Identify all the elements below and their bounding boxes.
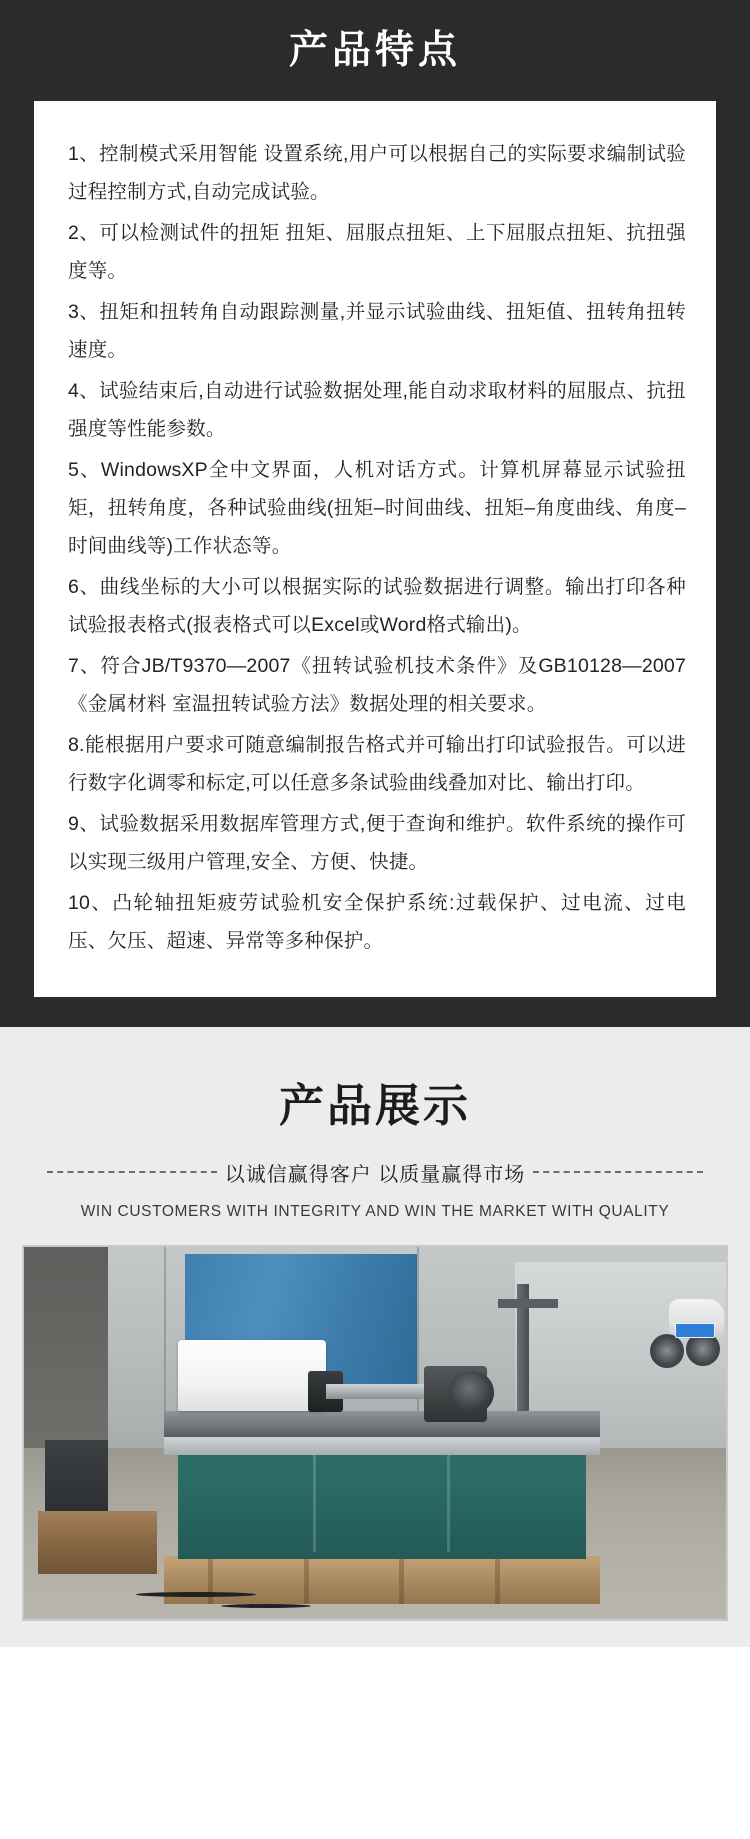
product-photo <box>22 1245 728 1621</box>
showcase-subtitle-en: WIN CUSTOMERS WITH INTEGRITY AND WIN THE MARKET WITH QUALITY <box>80 1202 670 1220</box>
feature-item: 6、曲线坐标的大小可以根据实际的试验数据进行调整。输出打印各种试验报表格式(报表格式可以Excel或Word格式输出)。 <box>68 575 686 636</box>
machine-bed <box>164 1411 599 1437</box>
feature-item: 10、凸轮轴扭矩疲劳试验机安全保护系统:过载保护、过电流、过电压、欠压、超速、异常等多种保护。 <box>68 891 686 952</box>
photo-canvas <box>24 1247 726 1619</box>
feature-item: 9、试验数据采用数据库管理方式,便于查询和维护。软件系统的操作可以实现三级用户管理,安全、方便、快捷。 <box>68 812 686 873</box>
showcase-subtitle-row <box>0 1158 750 1187</box>
showcase-title: 产品展示 <box>278 1079 471 1131</box>
features-title: 产品特点 <box>288 29 461 72</box>
floor-cable <box>221 1604 311 1608</box>
test-frame-crossbar <box>498 1299 558 1308</box>
motor-housing <box>178 1340 325 1411</box>
workshop-doorway <box>24 1247 108 1463</box>
cabinet-door-seam <box>447 1444 450 1552</box>
dashed-rule-right <box>533 1171 703 1173</box>
product-showcase-section <box>0 1027 750 1647</box>
pallet-slat <box>208 1556 213 1604</box>
feature-item: 8.能根据用户要求可随意编制报告格式并可输出打印试验报告。可以进行数字化调零和标定,可以任意多条试验曲线叠加对比、输出打印。 <box>68 733 686 794</box>
wooden-pallet <box>164 1556 599 1604</box>
pallet-slat <box>495 1556 500 1604</box>
floor-cable <box>136 1592 256 1597</box>
feature-item: 4、试验结束后,自动进行试验数据处理,能自动求取材料的屈服点、抗扭强度等性能参数。 <box>68 379 686 440</box>
feature-item: 2、可以检测试件的扭矩 扭矩、屈服点扭矩、上下屈服点扭矩、抗扭强度等。 <box>68 221 686 282</box>
feature-item: 5、WindowsXP全中文界面，人机对话方式。计算机屏幕显示试验扭矩，扭转角度，各种试验曲线(扭矩–时间曲线、扭矩–角度曲线、角度–时间曲线等)工作状态等。 <box>68 458 686 557</box>
car-wheel <box>650 1334 684 1368</box>
showcase-subtitle-cn: 以诚信赢得客户 以质量赢得市场 <box>224 1163 526 1186</box>
license-plate <box>675 1323 715 1338</box>
feature-item: 7、符合JB/T9370—2007《扭转试验机技术条件》及GB10128—2007《金属材料 室温扭转试验方法》数据处理的相关要求。 <box>68 654 686 715</box>
features-card <box>34 101 716 997</box>
feature-item: 3、扭矩和扭转角自动跟踪测量,并显示试验曲线、扭矩值、扭转角扭转速度。 <box>68 300 686 361</box>
machine-rail <box>164 1437 599 1456</box>
dashed-rule-left <box>47 1171 217 1173</box>
cabinet-door-seam <box>313 1444 316 1552</box>
wooden-bench <box>38 1511 157 1574</box>
control-tower <box>45 1440 108 1514</box>
feature-item: 1、控制模式采用智能 设置系统,用户可以根据自己的实际要求编制试验过程控制方式,自动完成试验。 <box>68 142 686 203</box>
pallet-slat <box>304 1556 309 1604</box>
pallet-slat <box>399 1556 404 1604</box>
